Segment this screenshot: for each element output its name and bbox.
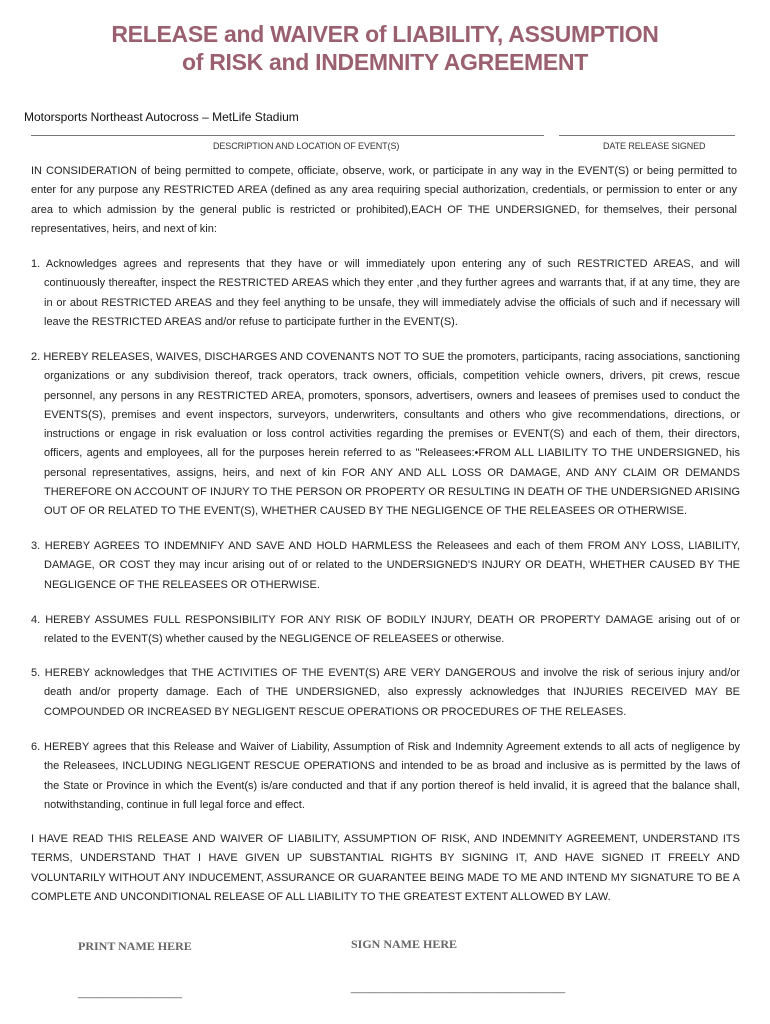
clause-2: 2. HEREBY RELEASES, WAIVES, DISCHARGES AND COVENANTS NOT TO SUE the promoters, participants, racing associations, sanctioning organizations or any subdivision thereof, track operators, track owners, officials, competition vehicle owners, drivers, pit crews, rescue personnel, any persons in any RESTRICTED AREA, promoters, sponsors, advertisers, owners and leasees of premises used to conduct the EVENTS(S), premises and event inspectors, surveyors, underwriters, consultants and others who give recommendations, directions, or instructions or engage in risk evaluation or loss control activities regarding the premises or EVENT(S) and each of them, their directors, officers, agents and employees, all for the purposes herein referred to as "Releasees:•FROM ALL LIABILITY TO THE UNDERSIGNED, his personal representatives, assigns, heirs, and next of kin FOR ANY AND ALL LOSS OR DAMAGE, AND ANY CLAIM OR DEMANDS THEREFORE ON ACCOUNT OF INJURY TO THE PERSON OR PROPERTY OR RESULTING IN DEATH OF THE UNDERSIGNED ARISING OUT OF OR RELATED TO THE EVENT(S), WHETHER CAUSED BY THE NEGLIGENCE OF THE RELEASEES OR OTHERWISE. <box>31 351 740 518</box>
event-description-label: DESCRIPTION AND LOCATION OF EVENT(S) <box>213 141 400 151</box>
clause-6: 6. HEREBY agrees that this Release and Waiver of Liability, Assumption of Risk and Indemnity Agreement extends to all acts of negligence by the Releasees, INCLUDING NEGLIGENT RESCUE OPERATIONS and intended to be as broad and inclusive as is permitted by the laws of the State or Province in which the Event(s) is/are conducted and that if any portion thereof is held invalid, it is agreed that the balance shall, notwithstanding, continue in full legal force and effect. <box>31 741 740 811</box>
sign-name-field[interactable]: ___________________________________ <box>351 982 566 994</box>
date-signed-label: DATE RELEASE SIGNED <box>603 141 706 151</box>
clause-5: 5. HEREBY acknowledges that THE ACTIVITIES OF THE EVENT(S) ARE VERY DANGEROUS and involve the risk of serious injury and/or death and/or property damage. Each of THE UNDERSIGNED, also expressly acknowledges that INJURIES RECEIVED MAY BE COMPOUNDED OR INCREASED BY NEGLIGENT RESCUE OPERATIONS OR PROCEDURES OF THE RELEASES. <box>31 667 740 718</box>
title-line-1: RELEASE and WAIVER of LIABILITY, ASSUMPTION <box>111 21 659 47</box>
print-name-label: PRINT NAME HERE <box>78 939 192 953</box>
event-description-value[interactable]: Motorsports Northeast Autocross – MetLife Stadium <box>24 110 299 124</box>
title-line-2: of RISK and INDEMNITY AGREEMENT <box>182 49 588 75</box>
clause-4: 4. HEREBY ASSUMES FULL RESPONSIBILITY FOR ANY RISK OF BODILY INJURY, DEATH OR PROPERTY DAMAGE arising out of or related to the EVENT(S) whether caused by the NEGLIGENCE OF RELEASEES or otherwise. <box>31 614 740 646</box>
sign-name-label: SIGN NAME HERE <box>351 937 458 951</box>
event-description-line <box>31 135 544 136</box>
acknowledgement-paragraph: I HAVE READ THIS RELEASE AND WAIVER OF LIABILITY, ASSUMPTION OF RISK, AND INDEMNITY AGREEMENT, UNDERSTAND ITS TERMS, UNDERSTAND THAT I HAVE GIVEN UP SUBSTANTIAL RIGHTS BY SIGNING IT, AND HAVE SIGNED IT FREELY AND VOLUNTARILY WITHOUT ANY INDUCEMENT, ASSURANCE OR GUARANTEE BEING MADE TO ME AND INTEND MY SIGNATURE TO BE A COMPLETE AND UNCONDITIONAL RELEASE OF ALL LIABILITY TO THE GREATEST EXTENT ALLOWED BY LAW. <box>31 833 740 903</box>
clause-3: 3. HEREBY AGREES TO INDEMNIFY AND SAVE AND HOLD HARMLESS the Releasees and each of them FROM ANY LOSS, LIABILITY, DAMAGE, OR COST they may incur arising out of or related to the UNDERSIGNED'S INJURY OR DEATH, WHETHER CAUSED BY THE NEGLIGENCE OF THE RELEASEES OR OTHERWISE. <box>31 540 740 591</box>
intro-paragraph: IN CONSIDERATION of being permitted to compete, officiate, observe, work, or participate in any way in the EVENT(S) or being permitted to enter for any purpose any RESTRICTED AREA (defined as any area requiring special authorization, credentials, or permission to enter or any area to which admission by the general public is restricted or prohibited),EACH OF THE UNDERSIGNED, for themselves, their personal representatives, heirs, and next of kin: <box>31 165 737 235</box>
print-name-field[interactable]: _________________ <box>78 987 183 999</box>
date-signed-line[interactable] <box>559 135 735 136</box>
clause-1: 1. Acknowledges agrees and represents that they have or will immediately upon entering any of such RESTRICTED AREAS, and will continuously thereafter, inspect the RESTRICTED AREAS which they enter ,and they further agrees and warrants that, if at any time, they are in or about RESTRICTED AREAS and they feel anything to be unsafe, they will immediately advise the officials of such and if necessary will leave the RESTRICTED AREAS and/or refuse to participate further in the EVENT(S). <box>31 258 740 328</box>
